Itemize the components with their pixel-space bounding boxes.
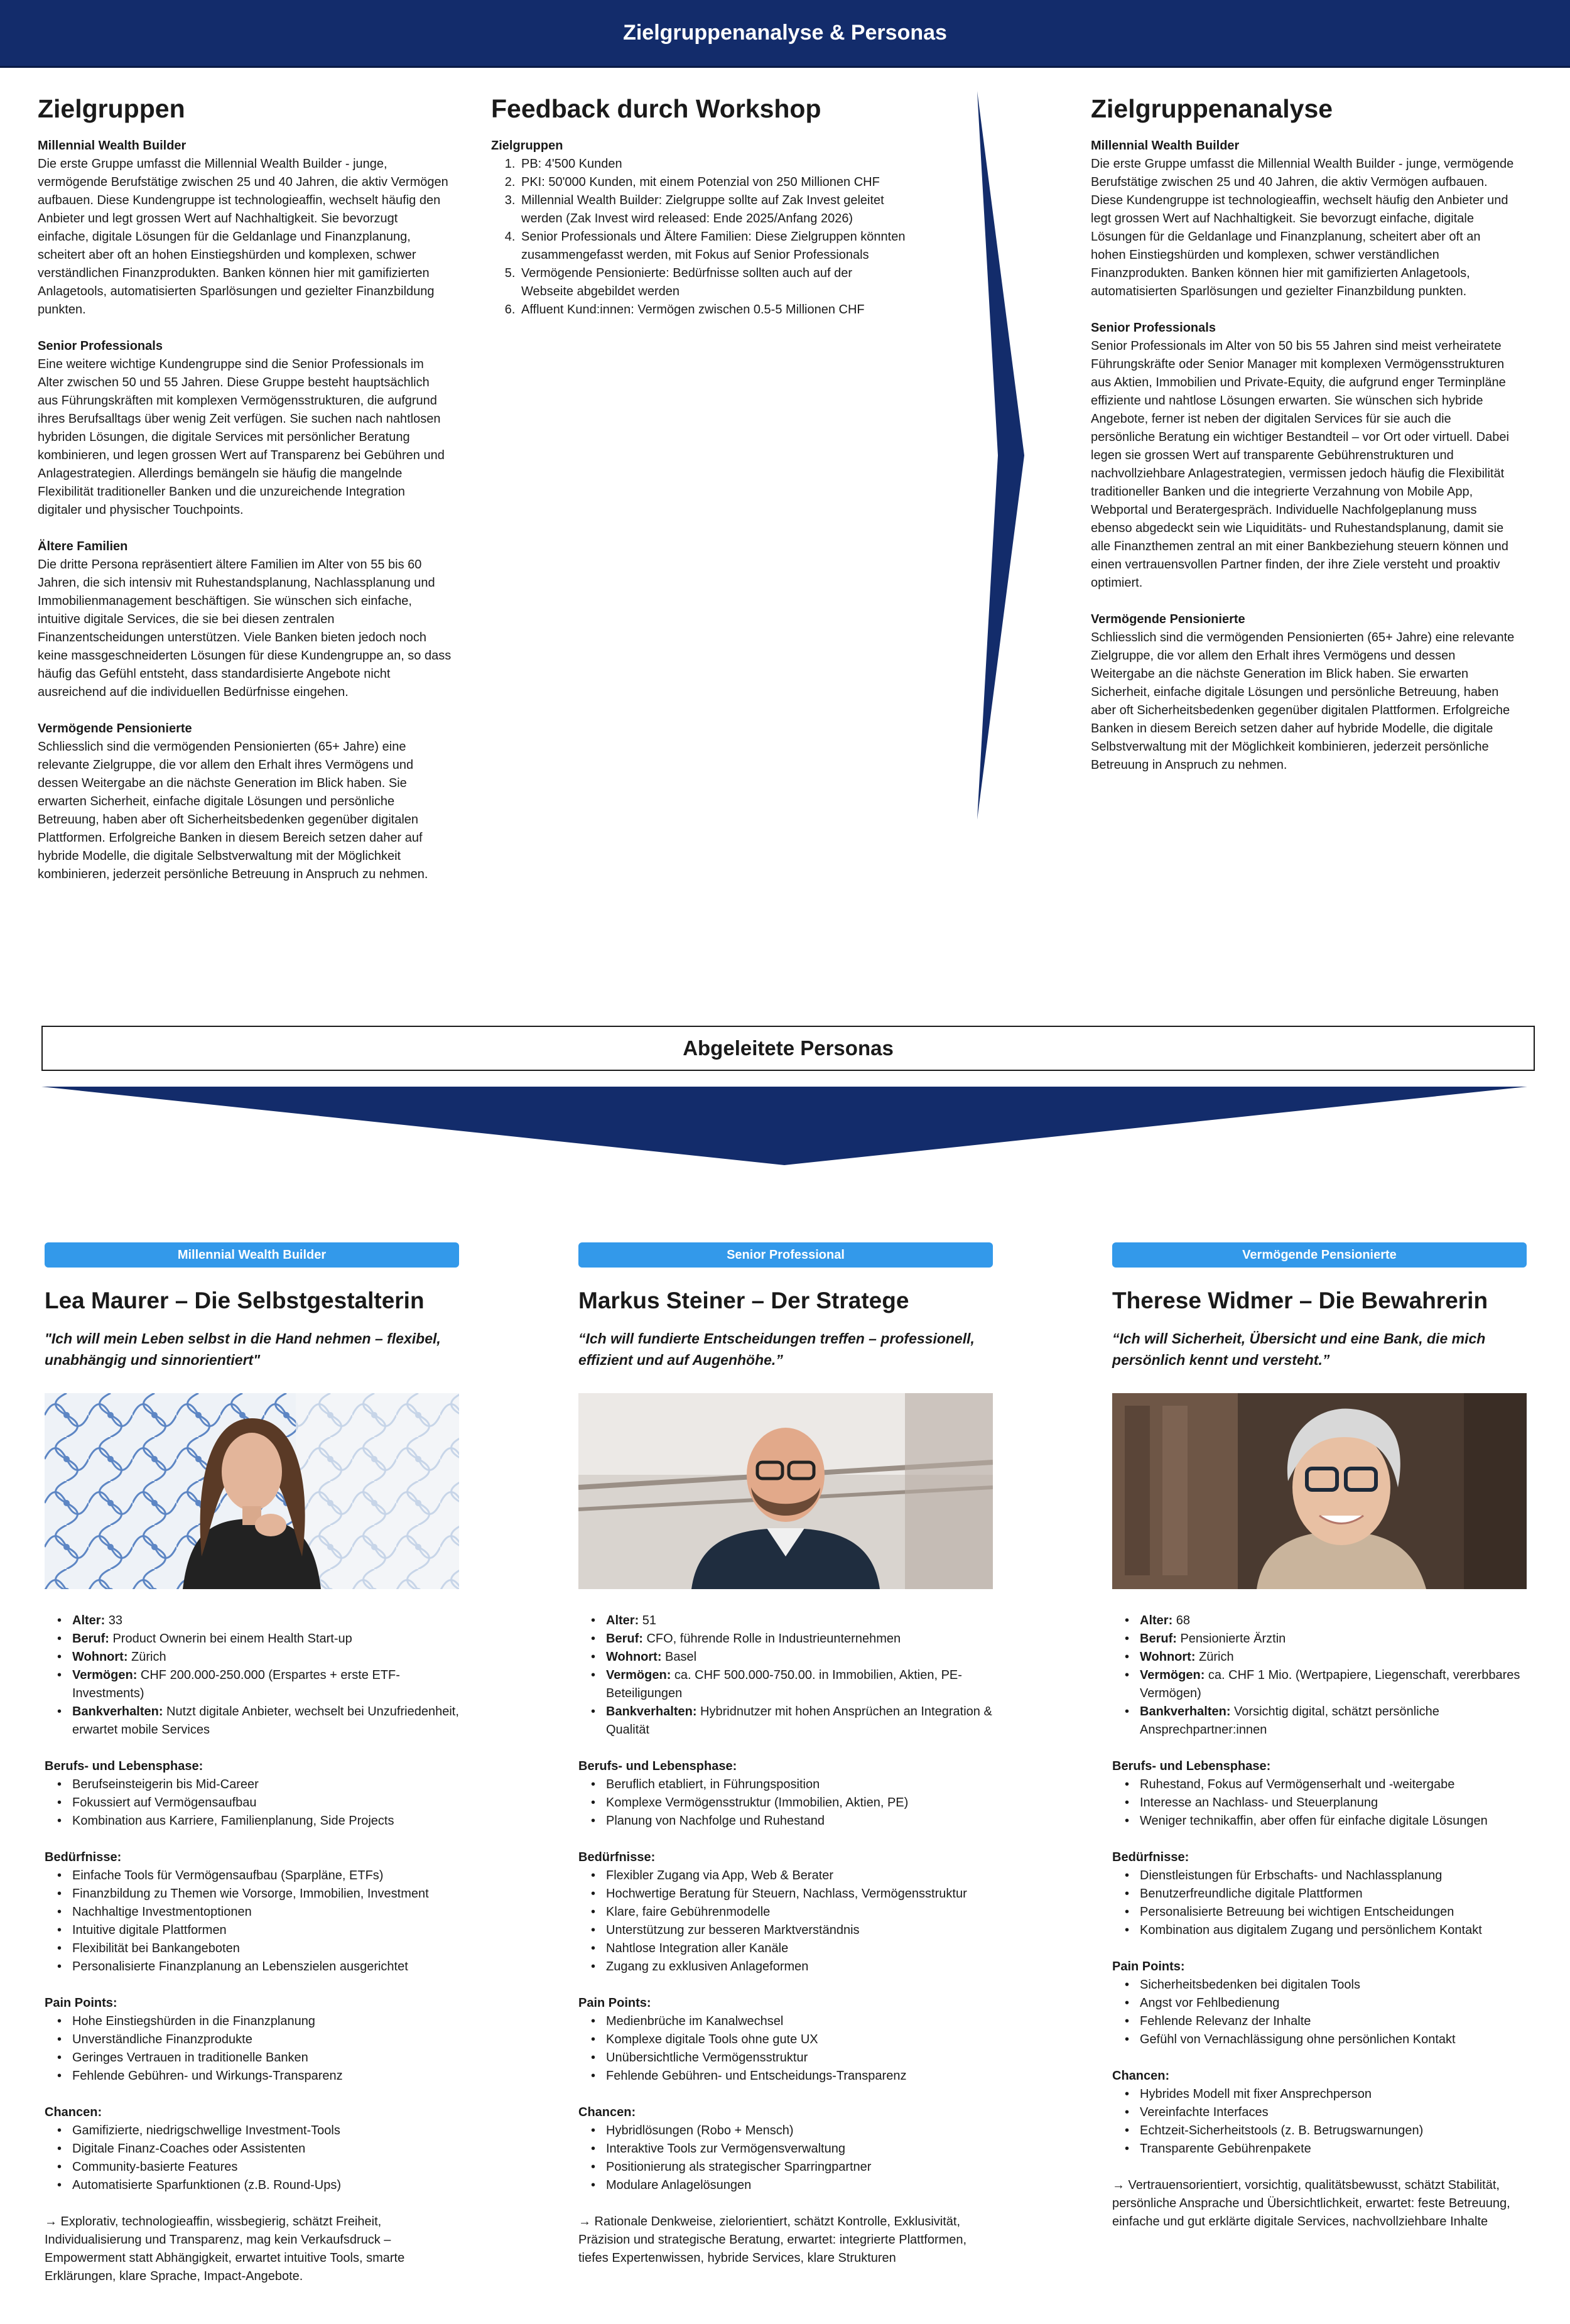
group-block <box>1091 611 1518 774</box>
section-list <box>1112 2085 1527 2158</box>
persona-summary: → Explorativ, technologieaffin, wissbegierig, schätzt Freiheit, Individualisierung und Transparenz, mag kein Verkaufsdruck – Empowerment statt Abhängigkeit, erwartet intuitive Tools, smarte Erklärungen, klare Sprache, Impact-Angebote. <box>45 2215 405 2283</box>
fact-item: • Bankverhalten: Hybridnutzer mit hohen Ansprüchen an Integration & Qualität <box>578 1703 993 1739</box>
section-title: Berufs- und Lebensphase: <box>578 1759 737 1773</box>
group-name: Millennial Wealth Builder <box>38 139 187 153</box>
list-item: • Personalisierte Finanzplanung an Lebenszielen ausgerichtet <box>45 1958 459 1976</box>
list-item: • Nachhaltige Investmentoptionen <box>45 1903 459 1921</box>
section-title: Pain Points: <box>578 1996 651 2010</box>
list-item: • Medienbrüche im Kanalwechsel <box>578 2012 993 2031</box>
list-item: • Fehlende Gebühren- und Wirkungs-Transparenz <box>45 2067 459 2085</box>
persona-quote: "Ich will mein Leben selbst in die Hand nehmen – flexibel, unabhängig und sinnorientiert" <box>45 1330 441 1368</box>
section-title: Pain Points: <box>45 1996 117 2010</box>
list-item: • Klare, faire Gebührenmodelle <box>578 1903 993 1921</box>
group-text: Die dritte Persona repräsentiert ältere Familien im Alter von 55 bis 60 Jahren, die sich intensiv mit Ruhestandsplanung, Nachlassplanung und Immobilienmanagement beschäftigen. Sie wünschen sich einfache, intuitive digitale Services, die sie bei diesen zentralen Finanzentscheidungen unterstützen. Viele Banken bieten jedoch noch keine massgeschneiderten Lösungen für diese Kundengruppe an, so dass häufig das Gefühl entsteht, dass standardisierte Angebote nicht ausreichend auf die individuellen Bedürfnisse eingehen. <box>38 558 452 699</box>
group-block <box>1091 137 1518 301</box>
page-title: Zielgruppenanalyse & Personas <box>623 21 947 45</box>
group-name: Ältere Familien <box>38 540 128 553</box>
list-item: • Positionierung als strategischer Sparringpartner <box>578 2158 993 2176</box>
section-list <box>578 2012 993 2085</box>
persona-card-markus <box>578 1242 993 2267</box>
persona-photo <box>578 1393 993 1589</box>
persona-facts <box>578 1612 993 1739</box>
list-item: • Berufseinsteigerin bis Mid-Career <box>45 1776 459 1794</box>
list-item: • Flexibler Zugang via App, Web & Berater <box>578 1867 993 1885</box>
list-item: • Hybridlösungen (Robo + Mensch) <box>578 2122 993 2140</box>
persona-name: Therese Widmer – Die Bewahrerin <box>1112 1288 1488 1313</box>
list-item: • Komplexe digitale Tools ohne gute UX <box>578 2031 993 2049</box>
persona-photo <box>45 1393 459 1589</box>
list-item: • Personalisierte Betreuung bei wichtigen Entscheidungen <box>1112 1903 1527 1921</box>
list-item: 4. Senior Professionals und Ältere Familien: Diese Zielgruppen könnten zusammengefasst werden, mit Fokus auf Senior Professionals <box>519 228 906 264</box>
group-text: Senior Professionals im Alter von 50 bis 55 Jahren sind meist verheiratete Führungskräfte oder Senior Manager mit komplexen Vermögensstrukturen aus Aktien, Immobilien und Private-Equity, die aufgrund enger Terminpläne effiziente und nahtlose Lösungen erwarten. Sie wünschen sich hybride Angebote, ferner ist neben der digitalen Services für sie auch die persönliche Beratung ein wichtiger Bestandteil – vor Ort oder virtuell. Dabei legen sie grossen Wert auf transparente Gebührenstrukturen und nachvollziehbare Anlagestrategien, vermissen jedoch häufig die Flexibilität traditioneller Banken und die integrierte Verzahnung von Mobile App, Webportal und Beratergespräch. Individuelle Nachfolgeplanung muss ebenso abgedeckt sein wie Liquiditäts- und Ruhestandsplanung, damit sie alle Finanzthemen zentral an mit einer Bankbeziehung steuern können und einen vertrauensvollen Partner finden, der ihre Ziele versteht und proaktiv optimiert. <box>1091 339 1509 590</box>
list-item: • Zugang zu exklusiven Anlageformen <box>578 1958 993 1976</box>
group-text: Die erste Gruppe umfasst die Millennial Wealth Builder - junge, vermögende Berufstätige zwischen 25 und 40 Jahren, die aktiv Vermögen aufbauen. Diese Kundengruppe ist technologieaffin, wechselt häufig den Anbieter und legt grossen Wert auf Nachhaltigkeit. Sie bevorzugt einfache, digitale Lösungen für die Geldanlage und Finanzplanung, scheitert aber oft an hohen Einstiegshürden und komplexen, schwer verständlichen Finanzprodukten. Banken können hier mit gamifizierten Anlagetools, automatisierten Sparlösungen und gezielter Finanzbildung punkten. <box>38 157 448 317</box>
group-text: Die erste Gruppe umfasst die Millennial Wealth Builder - junge, vermögende Berufstätige zwischen 25 und 40 Jahren, die aktiv Vermögen aufbauen. Diese Kundengruppe ist technologieaffin, wechselt häufig den Anbieter und legt grossen Wert auf Nachhaltigkeit. Sie bevorzugt einfache, digitale Lösungen für die Geldanlage und Finanzplanung, scheitert aber oft an hohen Einstiegshürden und komplexen, schwer verständlichen Finanzprodukten. Banken können hier mit gamifizierten Anlagetools, automatisierten Sparlösungen und gezielter Finanzbildung punkten. <box>1091 157 1514 298</box>
list-item: • Fokussiert auf Vermögensaufbau <box>45 1794 459 1812</box>
persona-summary: → Vertrauensorientiert, vorsichtig, qualitätsbewusst, schätzt Stabilität, persönliche Ansprache und Übersichtlichkeit, erwartet: feste Betreuung, einfache und gut erklärte digitale Services, nachvollziehbare Inhalte <box>1112 2178 1510 2229</box>
list-item: • Kombination aus digitalem Zugang und persönlichem Kontakt <box>1112 1921 1527 1940</box>
list-item: • Geringes Vertrauen in traditionelle Banken <box>45 2049 459 2067</box>
list-item: 2. PKI: 50'000 Kunden, mit einem Potenzial von 250 Millionen CHF <box>519 173 906 192</box>
list-item: • Dienstleistungen für Erbschafts- und Nachlassplanung <box>1112 1867 1527 1885</box>
section-title: Pain Points: <box>1112 1960 1185 1974</box>
list-item: • Einfache Tools für Vermögensaufbau (Sparpläne, ETFs) <box>45 1867 459 1885</box>
column-zielgruppenanalyse <box>1091 93 1518 793</box>
list-item: • Echtzeit-Sicherheitstools (z. B. Betrugswarnungen) <box>1112 2122 1527 2140</box>
section-title: Berufs- und Lebensphase: <box>1112 1759 1271 1773</box>
arrow-right-shape <box>974 91 1024 820</box>
section-list <box>45 2012 459 2085</box>
list-item: • Automatisierte Sparfunktionen (z.B. Round-Ups) <box>45 2176 459 2195</box>
list-item: • Benutzerfreundliche digitale Plattformen <box>1112 1885 1527 1903</box>
list-item: • Hybrides Modell mit fixer Ansprechperson <box>1112 2085 1527 2104</box>
section-list <box>45 2122 459 2195</box>
section-list <box>1112 1776 1527 1830</box>
list-item: 3. Millennial Wealth Builder: Zielgruppe sollte auf Zak Invest geleitet werden (Zak Invest wird released: Ende 2025/Anfang 2026) <box>519 192 906 228</box>
list-item: • Community-basierte Features <box>45 2158 459 2176</box>
list-item: • Flexibilität bei Bankangeboten <box>45 1940 459 1958</box>
fact-item: • Bankverhalten: Vorsichtig digital, schätzt persönliche Ansprechpartner:innen <box>1112 1703 1527 1739</box>
fact-item: • Vermögen: ca. CHF 1 Mio. (Wertpapiere, Liegenschaft, vererbbares Vermögen) <box>1112 1666 1527 1703</box>
list-item: • Interesse an Nachlass- und Steuerplanung <box>1112 1794 1527 1812</box>
list-item: • Unverständliche Finanzprodukte <box>45 2031 459 2049</box>
section-title: Bedürfnisse: <box>578 1850 656 1864</box>
feedback-subtitle: Zielgruppen <box>491 139 563 153</box>
section-list <box>578 1776 993 1830</box>
group-block <box>38 137 452 319</box>
list-item: • Weniger technikaffin, aber offen für einfache digitale Lösungen <box>1112 1812 1527 1830</box>
section-title: Bedürfnisse: <box>45 1850 122 1864</box>
list-item: • Modulare Anlagelösungen <box>578 2176 993 2195</box>
list-item: • Fehlende Gebühren- und Entscheidungs-Transparenz <box>578 2067 993 2085</box>
group-name: Senior Professionals <box>1091 321 1216 335</box>
fact-item: • Wohnort: Zürich <box>1112 1648 1527 1666</box>
list-item: • Digitale Finanz-Coaches oder Assistenten <box>45 2140 459 2158</box>
section-title: Chancen: <box>45 2105 102 2119</box>
fact-item: • Alter: 68 <box>1112 1612 1527 1630</box>
section-title: Chancen: <box>1112 2069 1170 2083</box>
list-item: 5. Vermögende Pensionierte: Bedürfnisse sollten auch auf der Webseite abgebildet werden <box>519 264 906 301</box>
list-item: 6. Affluent Kund:innen: Vermögen zwischen 0.5-5 Millionen CHF <box>519 301 906 319</box>
list-item: • Unterstützung zur besseren Marktverständnis <box>578 1921 993 1940</box>
list-item: • Angst vor Fehlbedienung <box>1112 1994 1527 2012</box>
group-block <box>38 337 452 519</box>
section-title: Chancen: <box>578 2105 636 2119</box>
persona-name: Markus Steiner – Der Stratege <box>578 1288 909 1313</box>
section-title: Berufs- und Lebensphase: <box>45 1759 203 1773</box>
list-item: • Fehlende Relevanz der Inhalte <box>1112 2012 1527 2031</box>
persona-quote: “Ich will Sicherheit, Übersicht und eine Bank, die mich persönlich kennt und versteht.” <box>1112 1330 1486 1368</box>
fact-item: • Wohnort: Zürich <box>45 1648 459 1666</box>
list-item: • Vereinfachte Interfaces <box>1112 2104 1527 2122</box>
fact-item: • Bankverhalten: Nutzt digitale Anbieter, wechselt bei Unzufriedenheit, erwartet mobile Services <box>45 1703 459 1739</box>
column-title: Feedback durch Workshop <box>491 94 821 123</box>
persona-facts <box>45 1612 459 1739</box>
fact-item: • Vermögen: ca. CHF 500.000-750.00. in Immobilien, Aktien, PE-Beteiligungen <box>578 1666 993 1703</box>
group-block <box>38 538 452 702</box>
group-block <box>38 720 452 884</box>
fact-item: • Alter: 51 <box>578 1612 993 1630</box>
section-list <box>1112 1867 1527 1940</box>
list-item: • Nahtlose Integration aller Kanäle <box>578 1940 993 1958</box>
fact-item: • Wohnort: Basel <box>578 1648 993 1666</box>
fact-item: • Vermögen: CHF 200.000-250.000 (Erspartes + erste ETF-Investments) <box>45 1666 459 1703</box>
group-name: Millennial Wealth Builder <box>1091 139 1240 153</box>
list-item: • Transparente Gebührenpakete <box>1112 2140 1527 2158</box>
list-item: • Beruflich etabliert, in Führungsposition <box>578 1776 993 1794</box>
group-text: Schliesslich sind die vermögenden Pensionierten (65+ Jahre) eine relevante Zielgruppe, die vor allem den Erhalt ihres Vermögens und dessen Weitergabe an die nächste Generation im Blick haben. Sie erwarten Sicherheit, einfache digitale Lösungen und persönliche Betreuung, haben aber oft Sicherheitsbedenken gegenüber digitalen Plattformen. Erfolgreiche Banken in diesem Bereich setzen daher auf hybride Modelle, die digitale Selbstverwaltung mit der Möglichkeit kombinieren, jederzeit persönliche Betreuung in Anspruch zu nehmen. <box>1091 631 1515 772</box>
list-item: • Komplexe Vermögensstruktur (Immobilien, Aktien, PE) <box>578 1794 993 1812</box>
persona-name: Lea Maurer – Die Selbstgestalterin <box>45 1288 425 1313</box>
fact-item: • Beruf: Product Ownerin bei einem Health Start-up <box>45 1630 459 1648</box>
personas-title: Abgeleitete Personas <box>683 1036 894 1060</box>
persona-facts <box>1112 1612 1527 1739</box>
list-item: • Unübersichtliche Vermögensstruktur <box>578 2049 993 2067</box>
group-text: Schliesslich sind die vermögenden Pensionierten (65+ Jahre) eine relevante Zielgruppe, die vor allem den Erhalt ihres Vermögens und dessen Weitergabe an die nächste Generation im Blick haben. Sie erwarten Sicherheit, einfache digitale Lösungen und persönliche Betreuung, haben aber oft Sicherheitsbedenken gegenüber digitalen Plattformen. Erfolgreiche Banken in diesem Bereich setzen daher auf hybride Modelle, die digitale Selbstverwaltung mit der Möglichkeit kombinieren, jederzeit persönliche Betreuung in Anspruch zu nehmen. <box>38 740 428 881</box>
column-zielgruppen <box>38 93 452 902</box>
group-name: Vermögende Pensionierte <box>1091 612 1245 626</box>
section-title: Bedürfnisse: <box>1112 1850 1189 1864</box>
list-item: • Finanzbildung zu Themen wie Vorsorge, Immobilien, Investment <box>45 1885 459 1903</box>
persona-badge: Vermögende Pensionierte <box>1112 1242 1527 1268</box>
fact-item: • Beruf: Pensionierte Ärztin <box>1112 1630 1527 1648</box>
group-text: Eine weitere wichtige Kundengruppe sind die Senior Professionals im Alter zwischen 50 und 55 Jahren. Diese Gruppe besteht hauptsächlich aus Führungskräften mit komplexen Vermögensstrukturen, die aufgrund ihres Berufsalltags über wenig Zeit verfügen. Sie suchen nach nahtlosen hybriden Lösungen, die digitale Services mit persönlicher Beratung kombinieren, und legen grossen Wert auf Transparenz bei Gebühren und Anlagestrategien. Allerdings bemängeln sie häufig die mangelnde Flexibilität traditioneller Banken und die unzureichende Integration digitaler und physischer Touchpoints. <box>38 357 445 517</box>
section-list <box>45 1867 459 1976</box>
fact-item: • Beruf: CFO, führende Rolle in Industrieunternehmen <box>578 1630 993 1648</box>
column-title: Zielgruppen <box>38 94 185 123</box>
persona-quote: “Ich will fundierte Entscheidungen treffen – professionell, effizient und auf Augenhöhe.” <box>578 1330 975 1368</box>
section-list <box>1112 1976 1527 2049</box>
personas-section-title <box>41 1026 1535 1071</box>
section-list <box>45 1776 459 1830</box>
persona-summary: → Rationale Denkweise, zielorientiert, schätzt Kontrolle, Exklusivität, Präzision und strategische Beratung, erwartet: integrierte Plattformen, tiefes Expertenwissen, hybride Services, klare Strukturen <box>578 2215 967 2265</box>
group-name: Vermögende Pensionierte <box>38 722 192 736</box>
list-item: • Gamifizierte, niedrigschwellige Investment-Tools <box>45 2122 459 2140</box>
list-item: • Intuitive digitale Plattformen <box>45 1921 459 1940</box>
list-item: • Sicherheitsbedenken bei digitalen Tools <box>1112 1976 1527 1994</box>
list-item: • Hochwertige Beratung für Steuern, Nachlass, Vermögensstruktur <box>578 1885 993 1903</box>
fact-item: • Alter: 33 <box>45 1612 459 1630</box>
column-feedback <box>491 93 906 319</box>
list-item: • Hohe Einstiegshürden in die Finanzplanung <box>45 2012 459 2031</box>
persona-card-therese <box>1112 1242 1527 2231</box>
header-bar <box>0 0 1570 68</box>
persona-card-lea <box>45 1242 459 2286</box>
section-list <box>578 1867 993 1976</box>
list-item: • Kombination aus Karriere, Familienplanung, Side Projects <box>45 1812 459 1830</box>
list-item: 1. PB: 4'500 Kunden <box>519 155 906 173</box>
persona-badge: Millennial Wealth Builder <box>45 1242 459 1268</box>
persona-badge: Senior Professional <box>578 1242 993 1268</box>
list-item: • Gefühl von Vernachlässigung ohne persönlichen Kontakt <box>1112 2031 1527 2049</box>
list-item: • Ruhestand, Fokus auf Vermögenserhalt und -weitergabe <box>1112 1776 1527 1794</box>
feedback-list <box>491 155 906 319</box>
persona-photo <box>1112 1393 1527 1589</box>
group-name: Senior Professionals <box>38 339 163 353</box>
arrow-down-shape <box>41 1087 1527 1165</box>
list-item: • Planung von Nachfolge und Ruhestand <box>578 1812 993 1830</box>
column-title: Zielgruppenanalyse <box>1091 94 1333 123</box>
section-list <box>578 2122 993 2195</box>
list-item: • Interaktive Tools zur Vermögensverwaltung <box>578 2140 993 2158</box>
group-block <box>1091 319 1518 592</box>
